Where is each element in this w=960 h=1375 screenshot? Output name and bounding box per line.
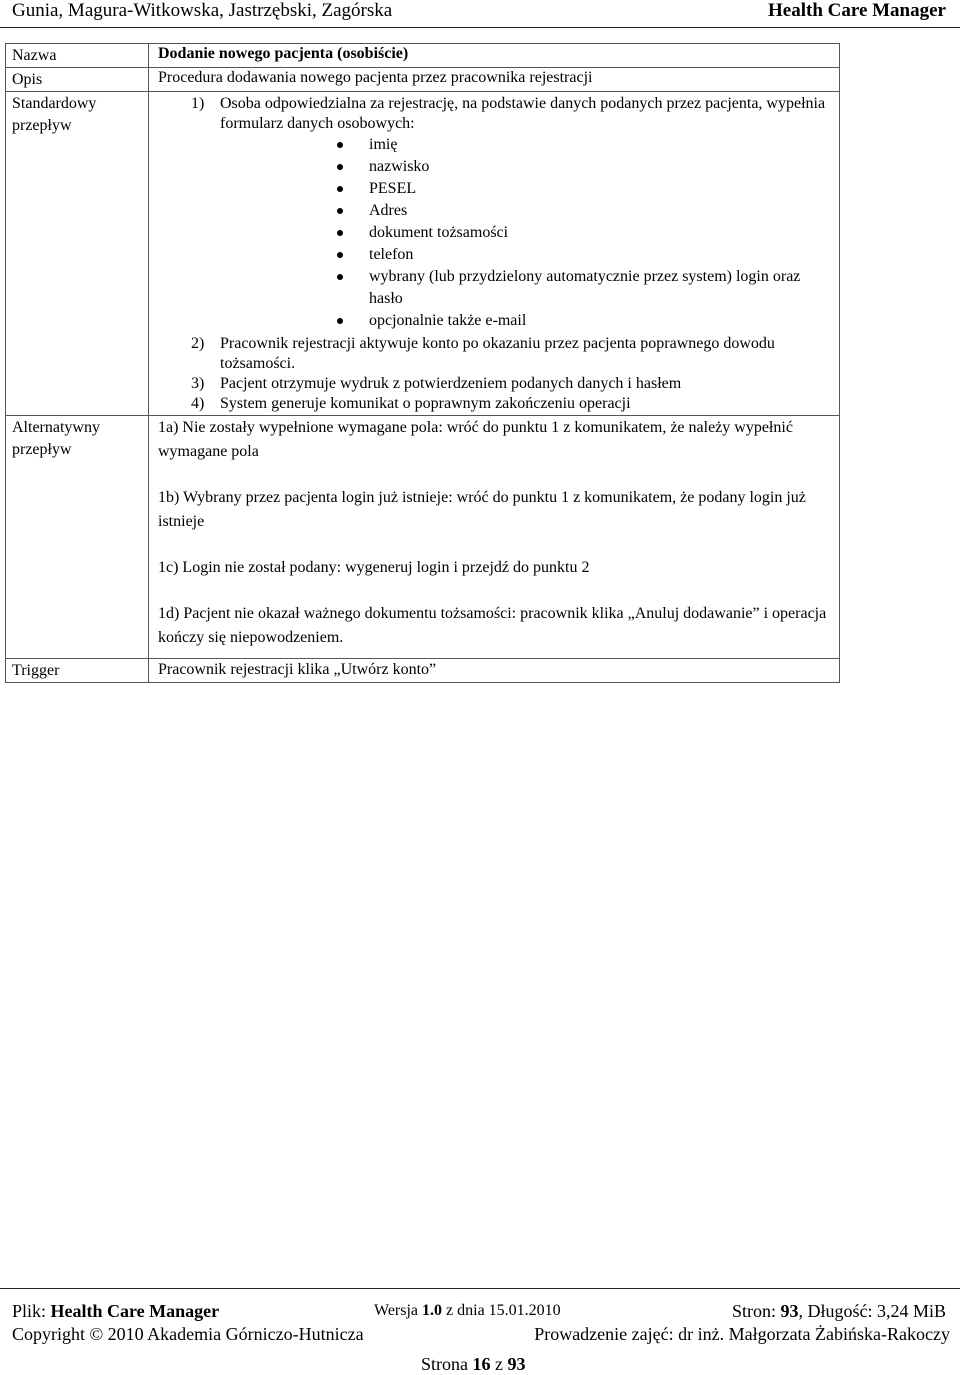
flow-step <box>158 394 835 414</box>
step-text: Osoba odpowiedzialna za rejestrację, na podstawie danych podanych przez pacjenta, wypełnia formularz danych osobowych: <box>220 95 826 132</box>
field-item: PESEL <box>158 178 835 200</box>
footer-pages-count: 93 <box>780 1301 799 1321</box>
footer-page-current: 16 <box>472 1354 491 1374</box>
alternative-item: 1c) Login nie został podany: wygeneruj login i przejdź do punktu 2 <box>158 559 590 576</box>
row-name <box>6 44 840 68</box>
standard-flow-label <box>6 92 149 416</box>
step-number: 4) <box>191 395 205 412</box>
field-item: nazwisko <box>158 156 835 178</box>
step-text: Pacjent otrzymuje wydruk z potwierdzeniem podanych danych i hasłem <box>220 375 682 392</box>
field-item: imię <box>158 134 835 156</box>
field-item: opcjonalnie także e-mail <box>158 310 835 332</box>
standard-flow-value <box>149 92 840 416</box>
footer-length: , Długość: 3,24 MiB <box>798 1301 946 1321</box>
footer-page-label: Strona <box>421 1354 468 1374</box>
field-item: dokument tożsamości <box>158 222 835 244</box>
use-case-table <box>5 43 840 683</box>
trigger-value: Pracownik rejestracji klika „Utwórz konto” <box>149 659 840 683</box>
standard-flow-label-line2: przepływ <box>12 117 72 134</box>
footer-version-label: Wersja <box>374 1302 419 1319</box>
flow-step <box>158 334 835 374</box>
step-number: 3) <box>191 375 205 392</box>
alternative-flow-label-line1: Alternatywny <box>12 419 100 436</box>
description-value: Procedura dodawania nowego pacjenta przez pracownika rejestracji <box>149 68 840 92</box>
name-value: Dodanie nowego pacjenta (osobiście) <box>149 44 840 68</box>
footer-page-total: 93 <box>507 1354 526 1374</box>
step-text: Pracownik rejestracji aktywuje konto po okazaniu przez pacjenta poprawnego dowodu tożsamości. <box>220 335 775 372</box>
header-authors: Gunia, Magura-Witkowska, Jastrzębski, Zagórska <box>12 0 393 21</box>
row-trigger <box>6 659 840 683</box>
footer-divider <box>0 1288 960 1289</box>
footer-version <box>374 1300 561 1322</box>
trigger-label: Trigger <box>6 659 149 683</box>
header-title: Health Care Manager <box>768 0 946 21</box>
standard-flow-label-line1: Standardowy <box>12 95 97 112</box>
personal-data-field-list <box>158 134 835 332</box>
footer-file-name: Health Care Manager <box>50 1301 220 1321</box>
footer-pages-label: Stron: <box>731 1301 776 1321</box>
step-number: 1) <box>191 95 205 112</box>
footer-page-of: z <box>495 1354 503 1374</box>
field-item: telefon <box>158 244 835 266</box>
alternative-flow-label <box>6 416 149 659</box>
row-standard-flow <box>6 92 840 416</box>
step-number: 2) <box>191 335 205 352</box>
name-label: Nazwa <box>6 44 149 68</box>
alternative-item: 1a) Nie zostały wypełnione wymagane pola: wróć do punktu 1 z komunikatem, że należy wypełnić wymagane pola <box>158 419 793 460</box>
alternative-flow-value <box>149 416 840 659</box>
alternative-flow-label-line2: przepływ <box>12 441 72 458</box>
field-item: Adres <box>158 200 835 222</box>
description-label: Opis <box>6 68 149 92</box>
field-item: wybrany (lub przydzielony automatycznie przez system) login oraz hasło <box>158 266 835 310</box>
footer-page-number <box>421 1353 526 1375</box>
footer-instructor: Prowadzenie zajęć: dr inż. Małgorzata Żabińska-Rakoczy <box>534 1324 950 1344</box>
footer-copyright: Copyright © 2010 Akademia Górniczo-Hutnicza <box>12 1324 364 1344</box>
footer-file-label: Plik: <box>12 1301 47 1321</box>
alternative-item: 1d) Pacjent nie okazał ważnego dokumentu tożsamości: pracownik klika „Anuluj dodawanie” i operacja kończy się niepowodzeniem. <box>158 605 827 646</box>
step-text: System generuje komunikat o poprawnym zakończeniu operacji <box>220 395 631 412</box>
page-header <box>0 0 960 28</box>
footer-version-date: z dnia 15.01.2010 <box>446 1302 561 1319</box>
footer-page-stats <box>732 1300 946 1322</box>
flow-step <box>158 374 835 394</box>
row-alternative-flow <box>6 416 840 659</box>
flow-step <box>158 94 835 134</box>
alternative-item: 1b) Wybrany przez pacjenta login już istnieje: wróć do punktu 1 z komunikatem, że podany login już istnieje <box>158 489 806 530</box>
footer-version-number: 1.0 <box>422 1302 443 1319</box>
footer-file <box>12 1300 219 1322</box>
row-description <box>6 68 840 92</box>
